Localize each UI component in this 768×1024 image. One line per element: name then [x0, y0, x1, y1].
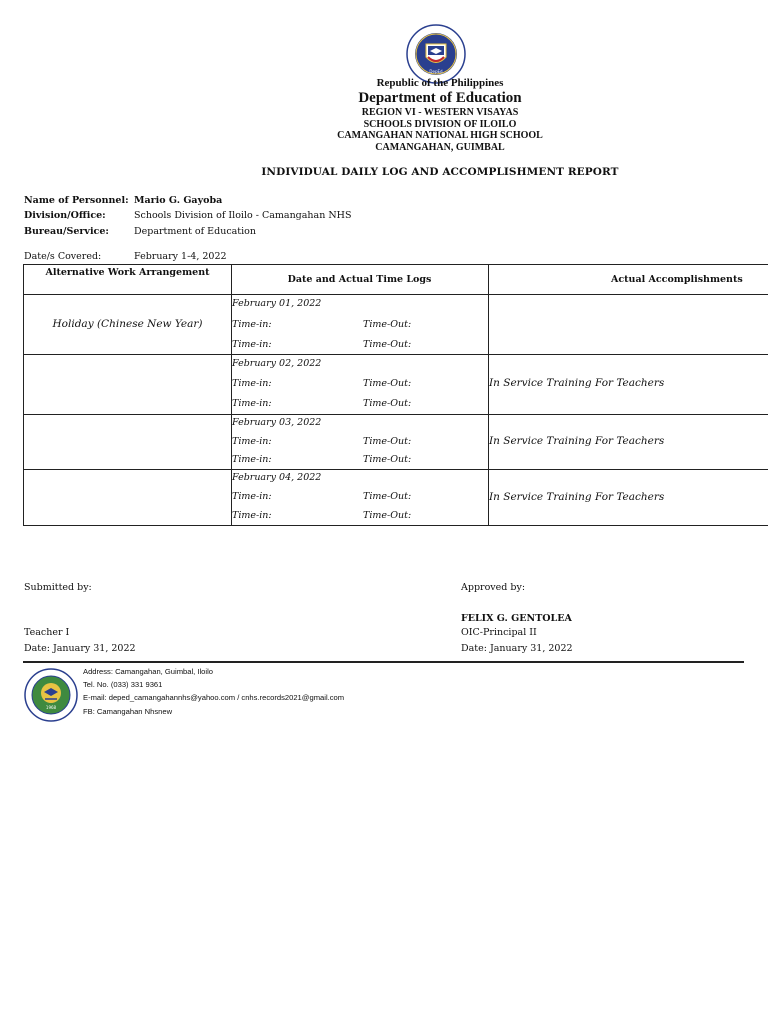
table-divider [24, 354, 768, 355]
table-divider [24, 294, 768, 295]
time-in-label: Time-in: [232, 339, 272, 350]
name-label: Name of Personnel: [24, 195, 129, 206]
time-in-label: Time-in: [232, 454, 272, 465]
time-out-label: Time-Out: [363, 378, 412, 389]
division-label: Division/Office: [24, 210, 106, 221]
time-out-label: Time-Out: [363, 436, 412, 447]
log-table [23, 264, 768, 526]
bureau-value: Department of Education [134, 226, 256, 237]
time-in-label: Time-in: [232, 491, 272, 502]
row-accomplishment: In Service Training For Teachers [489, 435, 665, 447]
time-in-label: Time-in: [232, 398, 272, 409]
row-accomplishment: In Service Training For Teachers [489, 491, 665, 503]
time-in-label: Time-in: [232, 378, 272, 389]
row-accomplishment: In Service Training For Teachers [489, 377, 665, 389]
header-school: CAMANGAHAN NATIONAL HIGH SCHOOL [337, 130, 543, 141]
name-value: Mario G. Gayoba [134, 195, 223, 206]
footer-fb: FB: Camangahan Nhsnew [83, 707, 173, 716]
school-seal-logo [24, 668, 78, 722]
row-awa: Holiday (Chinese New Year) [52, 318, 203, 330]
header-time-logs: Date and Actual Time Logs [287, 274, 432, 285]
time-out-label: Time-Out: [363, 319, 412, 330]
footer-tel: Tel. No. (033) 331 9361 [83, 680, 163, 689]
submitter-position: Teacher I [24, 627, 70, 638]
svg-text:DepEd: DepEd [429, 69, 443, 74]
header-awa: Alternative Work Arrangement [45, 267, 210, 278]
dates-value: February 1-4, 2022 [134, 251, 227, 262]
division-value: Schools Division of Iloilo - Camangahan NHS [134, 210, 352, 221]
header-accomplishments: Actual Accomplishments [611, 274, 743, 285]
time-out-label: Time-Out: [363, 398, 412, 409]
row-date: February 02, 2022 [232, 358, 322, 369]
approved-by-label: Approved by: [461, 582, 526, 593]
submitted-date: Date: January 31, 2022 [24, 643, 136, 654]
header-republic: Republic of the Philippines [376, 77, 504, 89]
time-out-label: Time-Out: [363, 510, 412, 521]
deped-seal-logo [406, 24, 466, 84]
row-date: February 01, 2022 [232, 298, 322, 309]
time-in-label: Time-in: [232, 510, 272, 521]
time-in-label: Time-in: [232, 436, 272, 447]
header-division: SCHOOLS DIVISION OF ILOILO [363, 119, 517, 130]
header-department: Department of Education [358, 90, 522, 106]
row-date: February 03, 2022 [232, 417, 322, 428]
footer-email: E-mail: deped_camangahannhs@yahoo.com / cnhs.records2021@gmail.com [83, 693, 345, 702]
approver-position: OIC-Principal II [461, 627, 537, 638]
footer-divider [23, 661, 744, 663]
submitted-by-label: Submitted by: [24, 582, 92, 593]
row-date: February 04, 2022 [232, 472, 322, 483]
time-out-label: Time-Out: [363, 339, 412, 350]
time-out-label: Time-Out: [363, 454, 412, 465]
time-in-label: Time-in: [232, 319, 272, 330]
school-seal-year: 1968 [45, 705, 57, 710]
approver-name: FELIX G. GENTOLEA [461, 613, 572, 624]
header-address: CAMANGAHAN, GUIMBAL [375, 142, 505, 153]
time-out-label: Time-Out: [363, 491, 412, 502]
bureau-label: Bureau/Service: [24, 226, 109, 237]
document-title: INDIVIDUAL DAILY LOG AND ACCOMPLISHMENT REPORT [261, 166, 619, 178]
table-divider [488, 265, 489, 525]
approved-date: Date: January 31, 2022 [461, 643, 573, 654]
table-divider [24, 414, 768, 415]
header-region: REGION VI - WESTERN VISAYAS [361, 107, 519, 118]
dates-label: Date/s Covered: [24, 251, 102, 262]
footer-address: Address: Camangahan, Guimbal, Iloilo [83, 667, 214, 676]
table-divider [24, 469, 768, 470]
